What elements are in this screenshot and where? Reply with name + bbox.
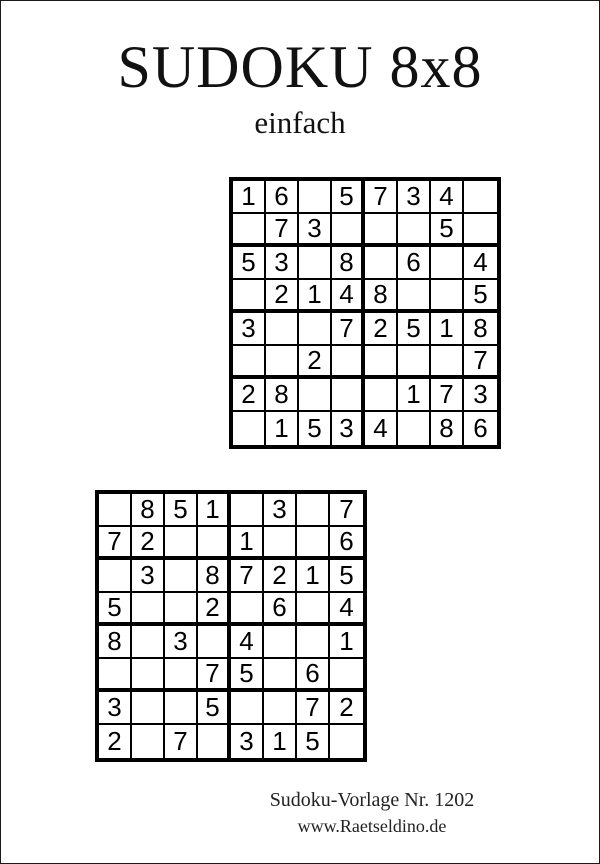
sudoku-cell: 7 (266, 214, 299, 247)
sudoku-cell: 2 (264, 560, 297, 593)
sudoku-cell: 1 (398, 379, 431, 412)
page-title: SUDOKU 8x8 (117, 34, 483, 100)
sudoku-cell: 1 (198, 494, 231, 527)
sudoku-cell (132, 659, 165, 692)
sudoku-cell: 5 (233, 247, 266, 280)
sudoku-cell: 6 (330, 527, 363, 560)
sudoku-cell: 5 (297, 725, 330, 758)
sudoku-cell (231, 494, 264, 527)
sudoku-cell (233, 346, 266, 379)
sudoku-cell (233, 280, 266, 313)
sudoku-cell: 7 (198, 659, 231, 692)
sudoku-cell: 4 (231, 626, 264, 659)
sudoku-cell (297, 494, 330, 527)
sudoku-cell: 5 (398, 313, 431, 346)
sudoku-cell (198, 725, 231, 758)
sudoku-cell (431, 280, 464, 313)
sudoku-cell: 2 (233, 379, 266, 412)
footer-website: www.Raetseldino.de (297, 816, 447, 836)
sudoku-cell (264, 626, 297, 659)
sudoku-cell: 7 (165, 725, 198, 758)
sudoku-cell: 7 (431, 379, 464, 412)
sudoku-cell (198, 626, 231, 659)
sudoku-cell (231, 593, 264, 626)
sudoku-cell: 6 (398, 247, 431, 280)
sudoku-cell (165, 692, 198, 725)
sudoku-cell: 5 (165, 494, 198, 527)
sudoku-cell (297, 593, 330, 626)
sudoku-cell (398, 214, 431, 247)
sudoku-cell: 5 (464, 280, 497, 313)
sudoku-cell: 1 (231, 527, 264, 560)
sudoku-cell (132, 725, 165, 758)
sudoku-cell (266, 346, 299, 379)
sudoku-cell: 8 (132, 494, 165, 527)
sudoku-cell: 1 (266, 412, 299, 445)
sudoku-cell: 7 (330, 494, 363, 527)
sudoku-cell: 1 (233, 181, 266, 214)
sudoku-cell (365, 379, 398, 412)
sudoku-cell: 6 (297, 659, 330, 692)
sudoku-cell: 5 (431, 214, 464, 247)
sudoku-cell: 5 (299, 412, 332, 445)
sudoku-cell (299, 247, 332, 280)
sudoku-cell (365, 346, 398, 379)
sudoku-cell: 7 (231, 560, 264, 593)
sudoku-cell: 6 (473, 413, 488, 443)
sudoku-cell (165, 527, 198, 560)
sudoku-cell (132, 593, 165, 626)
sudoku-cell: 3 (332, 412, 365, 445)
sudoku-cell (297, 626, 330, 659)
sudoku-cell: 3 (464, 379, 497, 412)
sudoku-cell (431, 247, 464, 280)
sudoku-cell (299, 379, 332, 412)
sudoku-cell (132, 626, 165, 659)
sudoku-cell (99, 494, 132, 527)
sudoku-cell (365, 247, 398, 280)
sudoku-cell (365, 214, 398, 247)
sudoku-cell: 5 (332, 181, 365, 214)
sudoku-cell (297, 527, 330, 560)
sudoku-cell (99, 659, 132, 692)
sudoku-cell: 1 (297, 560, 330, 593)
sudoku-cell: 4 (365, 412, 398, 445)
sudoku-cell: 3 (233, 313, 266, 346)
sudoku-cell: 7 (332, 313, 365, 346)
sudoku-cell (165, 593, 198, 626)
sudoku-cell (431, 346, 464, 379)
sudoku-cell (165, 659, 198, 692)
sudoku-cell: 6 (266, 181, 299, 214)
sudoku-cell: 3 (132, 560, 165, 593)
footer-template-number: Sudoku-Vorlage Nr. 1202 (269, 789, 475, 811)
sudoku-cell: 1 (299, 280, 332, 313)
sudoku-cell (398, 412, 431, 445)
sudoku-cell (165, 560, 198, 593)
sudoku-cell (464, 181, 497, 214)
sudoku-cell: 2 (299, 346, 332, 379)
sudoku-cell: 7 (464, 346, 497, 379)
sudoku-cell (233, 412, 266, 445)
sudoku-cell: 8 (99, 626, 132, 659)
sudoku-cell: 7 (365, 181, 398, 214)
sudoku-cell: 6 (264, 593, 297, 626)
sudoku-cell (464, 214, 497, 247)
sudoku-cell (264, 659, 297, 692)
sudoku-cell: 3 (264, 494, 297, 527)
sudoku-cell: 4 (464, 247, 497, 280)
sudoku-cell (132, 692, 165, 725)
sudoku-cell: 8 (332, 247, 365, 280)
sudoku-cell: 8 (464, 313, 497, 346)
sudoku-cell (330, 725, 363, 758)
sudoku-cell: 3 (231, 725, 264, 758)
sudoku-cell: 5 (330, 560, 363, 593)
sudoku-cell: 2 (132, 527, 165, 560)
sudoku-cell: 4 (330, 593, 363, 626)
sudoku-cell (266, 313, 299, 346)
sudoku-cell: 5 (198, 692, 231, 725)
sudoku-cell: 3 (266, 247, 299, 280)
sudoku-cell (233, 214, 266, 247)
sudoku-cell: 8 (365, 280, 398, 313)
sudoku-cell: 8 (198, 560, 231, 593)
sudoku-grid-2 (95, 490, 367, 762)
sudoku-cell (299, 313, 332, 346)
sudoku-cell: 2 (198, 593, 231, 626)
sudoku-cell (198, 527, 231, 560)
sudoku-cell (264, 527, 297, 560)
sudoku-cell (398, 280, 431, 313)
sudoku-cell: 4 (431, 181, 464, 214)
sudoku-cell: 7 (297, 692, 330, 725)
sudoku-cell: 5 (99, 593, 132, 626)
sudoku-cell: 2 (330, 692, 363, 725)
sudoku-cell (398, 346, 431, 379)
sudoku-cell: 2 (365, 313, 398, 346)
sudoku-cell: 2 (266, 280, 299, 313)
sudoku-cell (332, 379, 365, 412)
sudoku-grid-1 (229, 177, 501, 449)
sudoku-cell: 2 (99, 725, 132, 758)
sudoku-cell: 1 (431, 313, 464, 346)
sudoku-cell: 4 (332, 280, 365, 313)
sudoku-cell (299, 181, 332, 214)
sudoku-cell (99, 560, 132, 593)
sudoku-cell (330, 659, 363, 692)
sudoku-cell (332, 214, 365, 247)
sudoku-cell (332, 346, 365, 379)
sudoku-cell: 5 (231, 659, 264, 692)
sudoku-cell: 3 (165, 626, 198, 659)
sudoku-cell: 8 (266, 379, 299, 412)
page-subtitle: einfach (254, 105, 346, 140)
sudoku-cell (231, 692, 264, 725)
sudoku-cell: 7 (99, 527, 132, 560)
sudoku-cell: 3 (99, 692, 132, 725)
sudoku-cell: 1 (330, 626, 363, 659)
sudoku-cell: 1 (264, 725, 297, 758)
sudoku-cell: 3 (299, 214, 332, 247)
sudoku-cell (264, 692, 297, 725)
sudoku-cell: 3 (398, 181, 431, 214)
footer (145, 787, 599, 839)
sudoku-cell: 8 (431, 412, 464, 445)
